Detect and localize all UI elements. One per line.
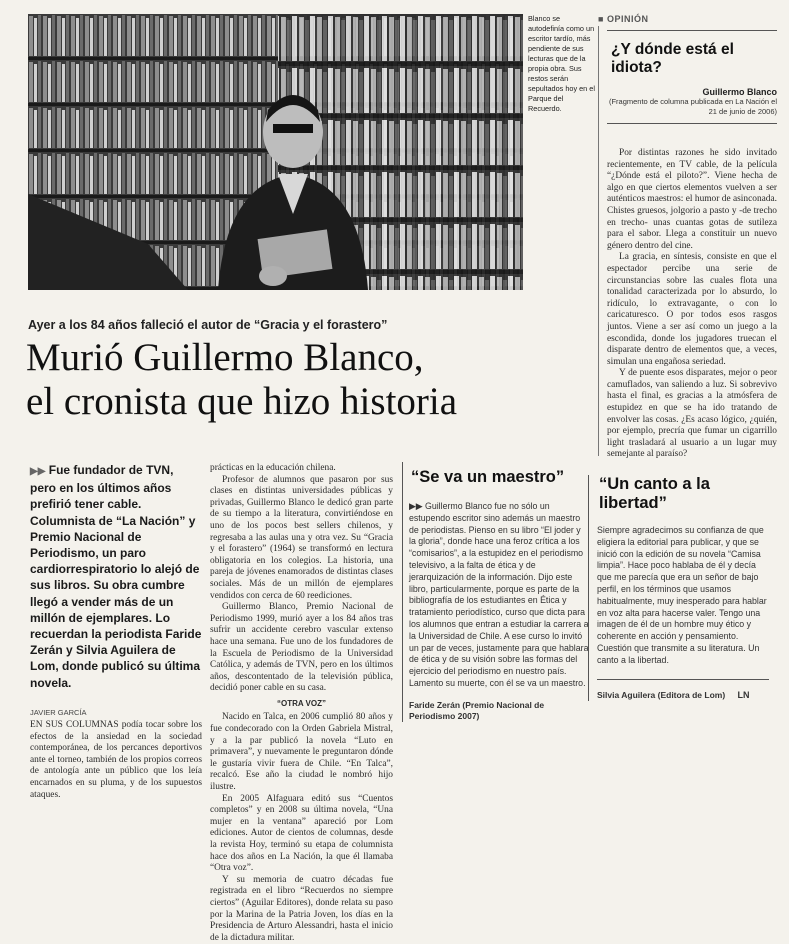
opinion-title: ¿Y dónde está el idiota? (611, 41, 734, 76)
opinion-column (598, 26, 777, 460)
col1-body-text: EN SUS COLUMNAS podía tocar sobre los efectos de la ansiedad en la sociedad contemporánea, de los percances deportivos ante el torneo, también de los propios correos de antología ante un público que los leía encarnados en su pluma, y de los supuestos ataques. (30, 720, 202, 800)
article-byline: JAVIER GARCÍA (30, 708, 87, 717)
quote-box-text (597, 525, 769, 667)
double-arrow-icon: ▶▶ (30, 466, 46, 477)
col2-paragraph: Y su memoria de cuatro décadas fue registrada en el libro “Recuerdos no siempre ciertos” (Aguilar Editores), donde relata su paso por la Marina de la Patria Joven, los días en la Presidencia de Arturo Alessandri, hasta el inicio de la dictadura militar. (210, 874, 393, 943)
quote-box-signature (597, 690, 769, 701)
double-arrow-icon: ▶▶ (409, 501, 425, 511)
article-photo (28, 14, 523, 290)
article-kicker: Ayer a los 84 años falleció el autor de “Gracia y el forastero” (28, 318, 388, 332)
col2-subheading: “OTRA VOZ” (276, 698, 327, 708)
bookshelf-portrait-image (28, 14, 523, 290)
quote-box-canto (588, 475, 769, 701)
section-label (598, 14, 648, 24)
col2-body (210, 463, 393, 944)
lede-text: Fue fundador de TVN, pero en los últimos años prefirió tener cable. Columnista de “La Nación” y Premio Nacional de Periodismo, un paro cardiorrespiratorio lo alejó de sus libros. Su obra cumbre llegó a vender más de un millón de ejemplares. Lo recuerdan la periodista Faride Zerán y Silvia Aguilera de Lom, donde publicó su última novela. (30, 463, 202, 690)
opinion-paragraph: Y de puente esos disparates, mejor o peor camuflados, van saliendo a luz. Si sobrevivo hasta el final, es gracias a la atmósfera de estupidez en que se ha ido tratando de envolver las cosas. ¿Es acaso lógico, ¿quién, por ejemplo, precría que fumar un cigarrillo light trasladará al usuario a un lugar muy semejante al paraíso? (607, 368, 777, 460)
col2-paragraph: Profesor de alumnos que pasaron por sus clases en distintas universidades públicas y privadas, Guillermo Blanco le dedicó gran parte de su tiempo a la literatura, convirtiéndose en uno de los pocos best sellers chilenos, y regresaba a las aulas una y otra vez. Su “Gracia y el forastero” (1964) se transformó en lectura obligatoria en los colegios. La historia, una pareja de jóvenes enamorados de distintas clases sociales. Más de un millón de ejemplares vendidos con cerca de 60 reediciones. (210, 474, 393, 601)
article-lede (30, 462, 202, 691)
col2-paragraph: Nacido en Talca, en 2006 cumplió 80 años y fue condecorado con la Orden Gabriela Mistral, y a la par publicó la novela “Luto en primavera”, y nuevamente le preguntaron dónde le gustaría vivir fuera de Chile. “En Talca”, recalcó. Ese año la ciudad le nombró hijo ilustre. (210, 712, 393, 793)
photo-caption: Blanco se autodefinía como un escritor tardío, más pendiente de sus lecturas que de la propia obra. Sus restos serán sepultados hoy en el Parque del Recuerdo. (528, 14, 595, 113)
article-headline (26, 336, 586, 424)
section-label-text: OPINIÓN (606, 14, 649, 24)
opinion-paragraph: Por distintas razones he sido invitado recientemente, en TV cable, de la película “¿Dónde está el piloto?”. Viene hecha de algo en que ciertos elementos vuelven a ser auténticos maestros: el humor de asinconada. Chistes gruesos, jolgorio a pasto y -de trecho en trecho- unas cuantas gotas de sutileza para el sabor. Llega a constituir un nuevo género dentro del cine. (607, 148, 777, 251)
col2-paragraph: En 2005 Alfaguara editó sus “Cuentos completos” y en 2008 su última novela, “Una mujer en la ventana” apareció por Lom ediciones. Autor de cientos de columnas, desde la revista Hoy, terminó su etapa de columnista hace dos años en La Nación, la que él llamaba “Otra voz”. (210, 793, 393, 874)
quote-box-body: Siempre agradecimos su confianza de que eligiera la editorial para publicar, y que se inició con la edición de su novela “Camisa limpia”. Hace poco hablaba de él y decía que me parecía que era un señor de bajo perfil, en los términos que usamos habitualmente, muy inesperado para hablar en voz alta para hacerse valer. Tengo una imagen de él de un hombre muy ético y coherente en acción y pensamiento. Cuestión que transmite a su literatura. Un canto a la libertad. (597, 525, 767, 665)
quote-box-maestro (402, 462, 589, 722)
quote-box-title: “Un canto a la libertad” (599, 475, 710, 512)
opinion-body (607, 148, 777, 461)
square-bullet-icon: ■ (598, 14, 607, 24)
col2-paragraph: Guillermo Blanco, Premio Nacional de Periodismo 1999, murió ayer a los 84 años tras sufrir un accidente cerebro vascular extenso hace una semana. Fue uno de los fundadores de la Escuela de Periodismo de la Universidad Católica, y además de TVN, pero en los últimos años, descontentado de la televisión pública, decidió poner cable en su casa. (210, 602, 393, 694)
quote-box-body: Guillermo Blanco fue no sólo un estupendo escritor sino además un maestro de periodistas. Pienso en su libro “El joder y la gloria”, donde hace una feroz crítica a los “comisarios”, a la estupidez en el periodismo televisivo, a la falta de ética y de jerarquización de la información. Dijo este libro, particularmente, porque es parte de la bibliografía de los estudiantes en Ética y tratamiento periodístico, curso que dicta para los alumnos que entran a estudiar la carrera a la Universidad de Chile. A ese curso lo invitó un par de veces, justamente para que hablara de ética y de su visión sobre las formas del ejercicio del periodismo en nuestro país. Lamento su muerte, con él se va un maestro. (409, 501, 589, 688)
divider (597, 679, 769, 680)
headline-line-2: el cronista que hizo historia (26, 380, 458, 423)
quote-box-title: “Se va un maestro” (411, 468, 565, 486)
opinion-source: (Fragmento de columna publicada en La Nación el 21 de junio de 2006) (608, 97, 777, 116)
quote-box-signature-text: Silvia Aguilera (Editora de Lom) (597, 689, 726, 700)
opinion-paragraph: La gracia, en síntesis, consiste en que el espectador percibe una serie de circunstancias sobre las cuales flota una tonalidad caracterizada por lo absurdo, lo ridículo, lo extravagante, o con lo caricaturesco. O por todos esos rasgos juntos. Viene a ser así como un juego a la escondida, donde los jugadores truecan el disparate dentro de elementos que, a veces, simulan una engañosa seriedad. (607, 252, 777, 367)
divider (607, 123, 777, 124)
quote-box-text (409, 501, 589, 690)
quote-box-signature: Faride Zerán (Premio Nacional de Periodismo 2007) (409, 699, 545, 721)
col2-paragraph: prácticas en la educación chilena. (210, 463, 336, 473)
opinion-author: Guillermo Blanco (702, 87, 777, 97)
divider (607, 30, 777, 31)
end-mark: LN (737, 689, 750, 700)
headline-line-1: Murió Guillermo Blanco, (26, 336, 424, 379)
